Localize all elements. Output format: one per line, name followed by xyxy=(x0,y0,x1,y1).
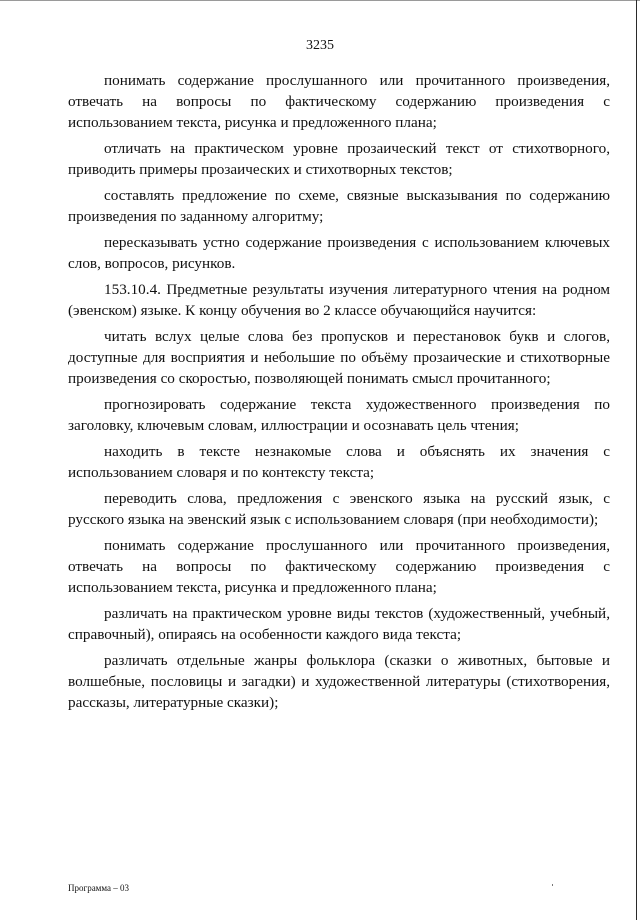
paragraph-7: прогнозировать содержание текста художественного произведения по заголовку, ключевым словам, иллюстрации и осознавать цель чтения; xyxy=(68,396,610,434)
scan-top-edge xyxy=(0,0,640,1)
page-footer: Программа – 03 xyxy=(68,883,130,893)
document-body xyxy=(68,70,610,718)
paragraph-6: читать вслух целые слова без пропусков и перестановок букв и слогов, доступные для восприятия и небольшие по объёму прозаические и стихотворные произведения со скоростью, позволяющей понимать смысл прочитанного; xyxy=(68,328,610,387)
paragraph-2: отличать на практическом уровне прозаический текст от стихотворного, приводить примеры прозаических и стихотворных текстов; xyxy=(68,140,610,178)
paragraph-11: различать на практическом уровне виды текстов (художественный, учебный, справочный), опираясь на особенности каждого вида текста; xyxy=(68,605,610,643)
paragraph-8: находить в тексте незнакомые слова и объяснять их значения с использованием словаря и по контексту текста; xyxy=(68,443,610,481)
section-heading-paragraph: 153.10.4. Предметные результаты изучения литературного чтения на родном (эвенском) языке. К концу обучения во 2 классе обучающийся научится: xyxy=(68,281,610,319)
paragraph-12: различать отдельные жанры фольклора (сказки о животных, бытовые и волшебные, пословицы и загадки) и художественной литературы (стихотворения, рассказы, литературные сказки); xyxy=(68,652,610,711)
scan-right-edge xyxy=(636,0,637,920)
paragraph-9: переводить слова, предложения с эвенского языка на русский язык, с русского языка на эвенский язык с использованием словаря (при необходимости); xyxy=(68,490,610,528)
paragraph-1: понимать содержание прослушанного или прочитанного произведения, отвечать на вопросы по фактическому содержанию произведения с использованием текста, рисунка и предложенного плана; xyxy=(68,72,610,131)
paragraph-10: понимать содержание прослушанного или прочитанного произведения, отвечать на вопросы по фактическому содержанию произведения с использованием текста, рисунка и предложенного плана; xyxy=(68,537,610,596)
scan-speck xyxy=(552,884,553,886)
page-number: 3235 xyxy=(306,38,334,53)
paragraph-4: пересказывать устно содержание произведения с использованием ключевых слов, вопросов, рисунков. xyxy=(68,234,610,272)
paragraph-3: составлять предложение по схеме, связные высказывания по содержанию произведения по заданному алгоритму; xyxy=(68,187,610,225)
